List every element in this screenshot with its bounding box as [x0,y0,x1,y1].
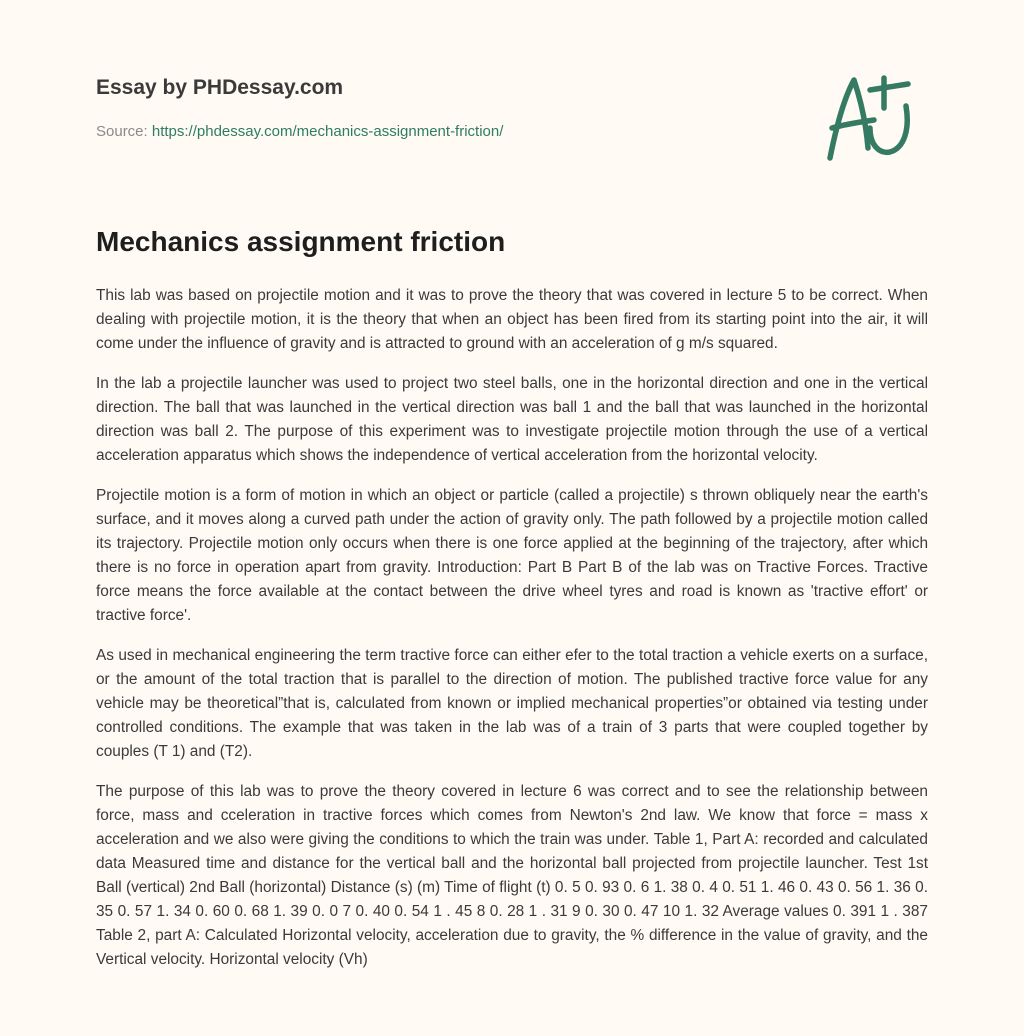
paragraph: This lab was based on projectile motion and it was to prove the theory that was covered in lecture 5 to be correct. When dealing with projectile motion, it is the theory that when an object has been fired from its starting point into the air, it will come under the influence of gravity and is attracted to ground with an acceleration of g m/s squared. [96,287,928,352]
a-plus-grade-icon [822,68,932,168]
source-link[interactable]: https://phdessay.com/mechanics-assignment-friction/ [151,123,504,140]
source-label: Source: [96,123,148,140]
source-line [96,123,503,140]
paragraph: The purpose of this lab was to prove the theory covered in lecture 6 was correct and to see the relationship between force, mass and cceleration in tractive forces which comes from Newton's 2nd law. We know that force = mass x acceleration and we also were giving the conditions to which the train was under. Table 1, Part A: recorded and calculated data Measured time and distance for the vertical ball and the horizontal ball projected from projectile launcher. Test 1st Ball (vertical) 2nd Ball (horizontal) Distance (s) (m) Time of flight (t) 0. 5 0. 93 0. 6 1. 38 0. 4 0. 51 1. 46 0. 43 0. 56 1. 36 0. 35 0. 57 1. 34 0. 60 0. 68 1. 39 0. 0 7 0. 40 0. 54 1 . 45 8 0. 28 1 . 31 9 0. 30 0. 47 10 1. 32 Average values 0. 391 1 . 387 Table 2, part A: Calculated Horizontal velocity, acceleration due to gravity, the % difference in the value of gravity, and the Vertical velocity. Horizontal velocity (Vh) [96,783,928,968]
article-title: Mechanics assignment friction [96,226,506,257]
paragraph: In the lab a projectile launcher was used to project two steel balls, one in the horizontal direction and one in the vertical direction. The ball that was launched in the vertical direction was ball 1 and the ball that was launched in the horizontal direction was ball 2. The purpose of this experiment was to investigate projectile motion through the use of a vertical acceleration apparatus which shows the independence of vertical acceleration from the horizontal velocity. [96,375,928,464]
paragraph: Projectile motion is a form of motion in which an object or particle (called a projectile) s thrown obliquely near the earth's surface, and it moves along a curved path under the action of gravity only. The path followed by a projectile motion called its trajectory. Projectile motion only occurs when there is one force applied at the beginning of the trajectory, after which there is no force in operation apart from gravity. Introduction: Part B Part B of the lab was on Tractive Forces. Tractive force means the force available at the contact between the drive wheel tyres and road is known as 'tractive effort' or tractive force'. [96,487,928,624]
brand-heading: Essay by PHDessay.com [96,76,344,99]
article-body [96,284,928,988]
paragraph: As used in mechanical engineering the term tractive force can either efer to the total traction a vehicle exerts on a surface, or the amount of the total traction that is parallel to the direction of motion. The published tractive force value for any vehicle may be theoretical”that is, calculated from known or implied mechanical properties”or obtained via testing under controlled conditions. The example that was taken in the lab was of a train of 3 parts that were coupled together by couples (T 1) and (T2). [96,647,928,760]
